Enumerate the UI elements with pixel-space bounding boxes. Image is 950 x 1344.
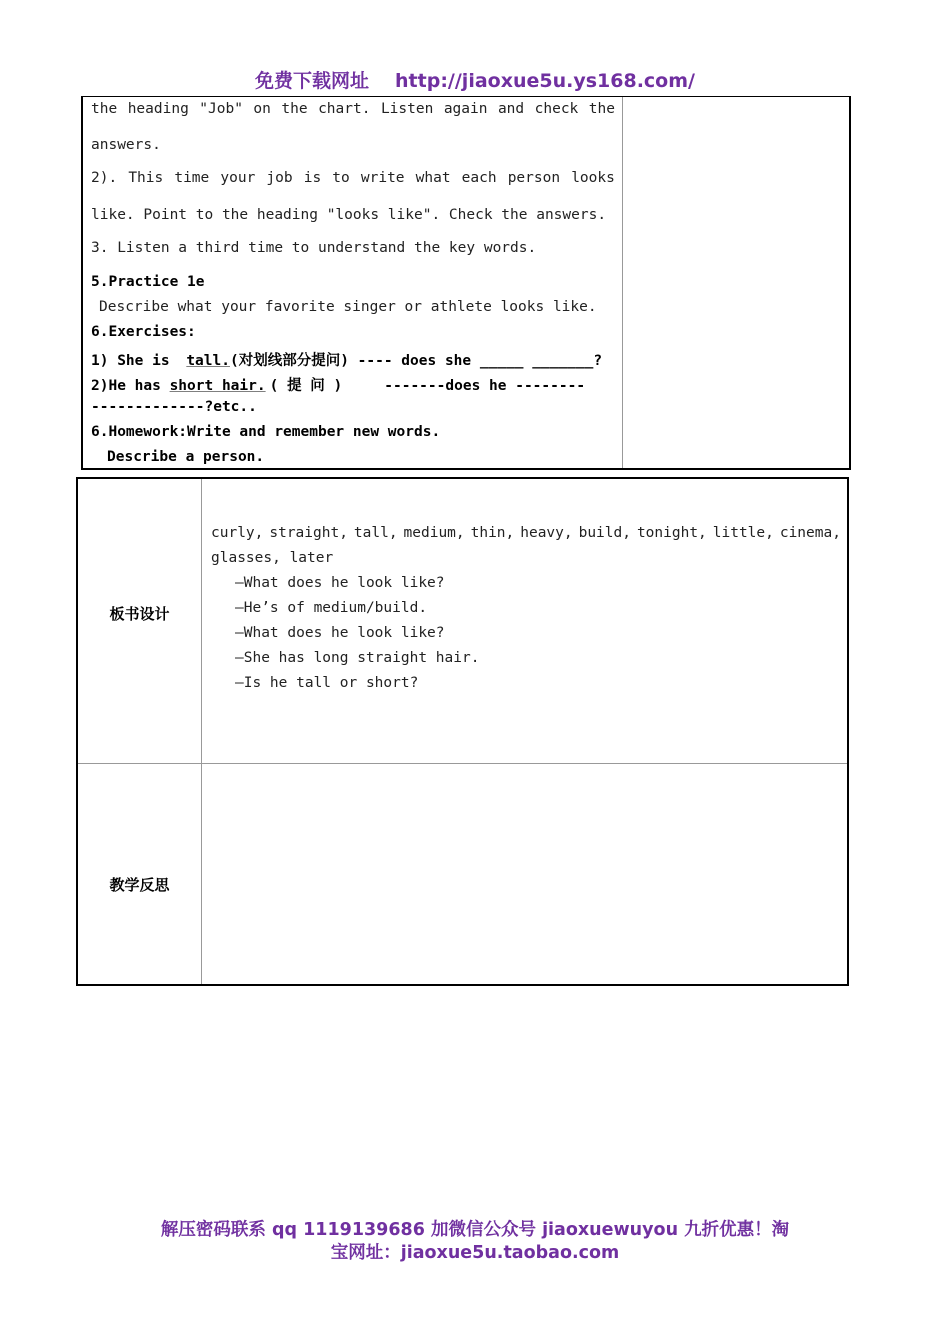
exercise-1-underlined: tall. bbox=[186, 353, 230, 369]
step-line-3-word-7: to bbox=[332, 170, 350, 186]
step-line-5: 3. Listen a third time to understand the key words. bbox=[91, 240, 537, 256]
exercise-2-mid: ( 提 问 ) bbox=[269, 378, 343, 394]
exercise-2 bbox=[91, 374, 585, 395]
step-line-3-word-5: job bbox=[266, 170, 293, 186]
board-word-10: cinema, bbox=[779, 525, 841, 541]
exercise-1-suffix: (对划线部分提问) ---- does she _____ _______? bbox=[229, 353, 603, 369]
step-line-1-word-7: Listen bbox=[380, 101, 434, 117]
step-line-3-word-9: what bbox=[415, 170, 451, 186]
exercise-2-prefix: 2)He has bbox=[91, 378, 170, 394]
board-words-line-1 bbox=[211, 525, 841, 541]
step-line-1-word-1: the bbox=[91, 101, 118, 117]
step-line-1-word-2: heading bbox=[127, 101, 189, 117]
board-sentence-2: —He’s of medium/build. bbox=[235, 600, 428, 616]
step-line-1-word-6: chart. bbox=[318, 101, 371, 117]
board-word-3: tall, bbox=[353, 525, 398, 541]
homework-text: Describe a person. bbox=[107, 449, 265, 465]
homework-title: 6.Homework:Write and remember new words. bbox=[91, 424, 441, 440]
step-line-1 bbox=[91, 101, 615, 117]
step-line-3-word-6: is bbox=[303, 170, 322, 186]
board-sentence-1: —What does he look like? bbox=[235, 575, 445, 591]
board-word-2: straight, bbox=[269, 525, 348, 541]
practice-title: 5.Practice 1e bbox=[91, 274, 205, 290]
board-reflection-table bbox=[76, 477, 849, 986]
step-line-3-word-3: time bbox=[174, 170, 210, 186]
page-header bbox=[0, 66, 950, 93]
exercise-2-suffix: -------does he -------- bbox=[384, 378, 586, 394]
step-line-1-word-11: the bbox=[588, 101, 615, 117]
step-line-3-word-1: 2). bbox=[91, 170, 118, 186]
step-line-1-word-10: check bbox=[534, 101, 579, 117]
exercise-1-prefix: 1) She is bbox=[91, 353, 179, 369]
page-footer bbox=[0, 1219, 950, 1265]
step-line-3-word-12: looks bbox=[571, 170, 615, 186]
column-divider bbox=[622, 97, 623, 468]
footer-line-1: 解压密码联系 qq 1119139686 加微信公众号 jiaoxuewuyou 九折优惠！淘 bbox=[160, 1220, 790, 1240]
footer-line-2: 宝网址：jiaoxue5u.taobao.com bbox=[330, 1243, 620, 1263]
step-line-4: like. Point to the heading "looks like". Check the answers. bbox=[91, 207, 607, 223]
board-words-line-2: glasses, later bbox=[211, 550, 334, 566]
step-line-1-word-3: "Job" bbox=[199, 101, 243, 117]
step-line-2: answers. bbox=[91, 137, 161, 153]
board-word-4: medium, bbox=[403, 525, 465, 541]
board-sentence-4: —She has long straight hair. bbox=[235, 650, 480, 666]
step-line-3-word-2: This bbox=[128, 170, 164, 186]
board-word-9: little, bbox=[712, 525, 774, 541]
step-line-1-word-4: on bbox=[253, 101, 271, 117]
step-line-1-word-9: and bbox=[497, 101, 525, 117]
practice-text: Describe what your favorite singer or athlete looks like. bbox=[99, 299, 597, 315]
teaching-reflection-label: 教学反思 bbox=[109, 876, 170, 894]
label-column-divider bbox=[201, 479, 202, 984]
board-word-5: thin, bbox=[470, 525, 515, 541]
lesson-steps-table bbox=[81, 96, 851, 470]
row-divider bbox=[78, 763, 847, 764]
step-line-3-word-4: your bbox=[220, 170, 256, 186]
board-word-6: heavy, bbox=[520, 525, 573, 541]
board-sentence-5: —Is he tall or short? bbox=[235, 675, 419, 691]
step-line-3-word-10: each bbox=[461, 170, 497, 186]
header-url-link[interactable]: http://jiaoxue5u.ys168.com/ bbox=[395, 70, 695, 92]
step-line-1-word-5: the bbox=[281, 101, 308, 117]
step-line-3-word-8: write bbox=[360, 170, 405, 186]
exercise-2-underlined: short hair. bbox=[169, 378, 266, 394]
board-word-7: build, bbox=[578, 525, 631, 541]
header-label: 免费下载网址 bbox=[255, 70, 370, 92]
board-word-8: tonight, bbox=[636, 525, 707, 541]
step-line-3-word-11: person bbox=[507, 170, 561, 186]
exercise-2-continued: -------------?etc.. bbox=[91, 399, 257, 415]
exercises-title: 6.Exercises: bbox=[91, 324, 196, 340]
exercise-1 bbox=[91, 349, 602, 370]
step-line-3 bbox=[91, 170, 615, 186]
board-word-1: curly, bbox=[211, 525, 264, 541]
board-design-label: 板书设计 bbox=[109, 605, 170, 623]
board-sentence-3: —What does he look like? bbox=[235, 625, 445, 641]
step-line-1-word-8: again bbox=[443, 101, 488, 117]
